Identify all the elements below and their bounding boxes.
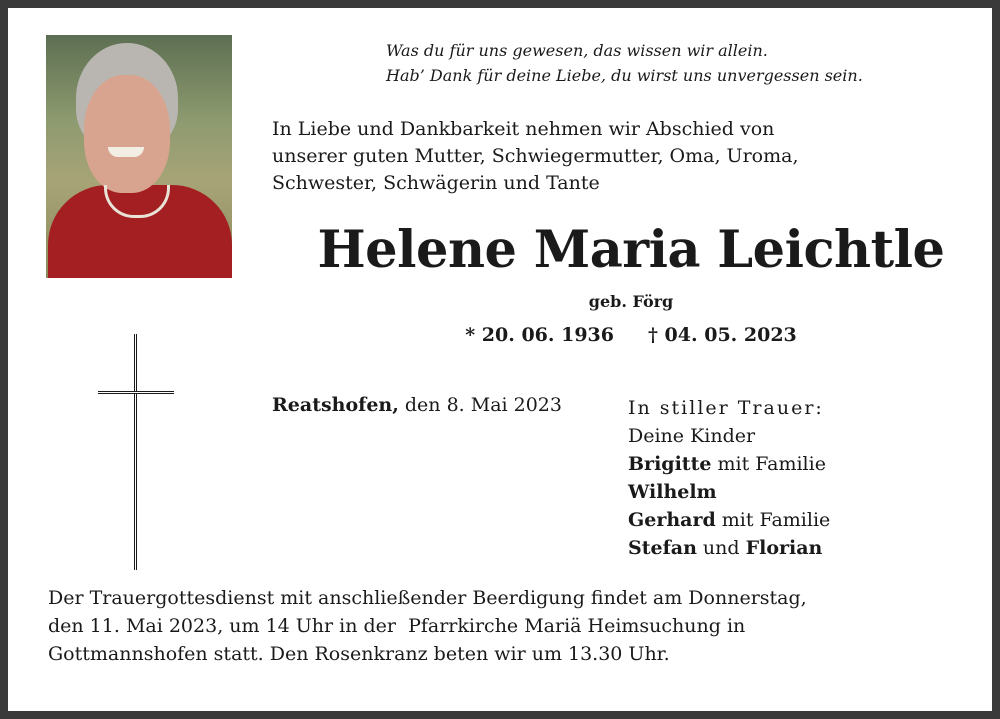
mourner-row [628, 534, 830, 562]
life-dates [270, 324, 992, 346]
mourner-name: Brigitte [628, 453, 712, 475]
maiden-name: geb. Förg [588, 292, 674, 311]
mourner-suffix: mit Familie [715, 509, 831, 531]
mourner-row [628, 450, 830, 478]
mourner-joiner: und [696, 537, 746, 559]
mourner-name: Gerhard [628, 509, 716, 531]
place-and-date [272, 394, 562, 416]
mourners-heading: In stiller Trauer: [628, 397, 824, 419]
birth-date: * 20. 06. 1936 [465, 324, 614, 346]
quote-line-1: Was du für uns gewesen, das wissen wir allein. [386, 41, 768, 60]
intro-line-3: Schwester, Schwägerin und Tante [272, 172, 600, 194]
place-town: Reatshofen, [272, 394, 399, 416]
mourners-list [628, 394, 830, 562]
mourner-row [628, 506, 830, 534]
deceased-name: Helene Maria Leichtle [317, 220, 945, 280]
obituary-card [8, 8, 992, 711]
intro-line-1: In Liebe und Dankbarkeit nehmen wir Abschied von [272, 118, 775, 140]
mourner-name: Florian [745, 537, 823, 559]
mourner-name: Wilhelm [628, 481, 717, 503]
mourner-suffix: mit Familie [711, 453, 826, 475]
service-line-1: Der Trauergottesdienst mit anschließender Beerdigung findet am Donnerstag, [48, 587, 807, 609]
mourner-row [628, 478, 830, 506]
service-info [48, 584, 948, 668]
death-date: † 04. 05. 2023 [648, 324, 797, 346]
mourner-name: Stefan [628, 537, 697, 559]
cross-icon-bar [98, 391, 174, 394]
cross-icon [134, 334, 137, 570]
mourners-line: Deine Kinder [628, 425, 756, 447]
memorial-quote [386, 38, 986, 88]
intro-text [272, 116, 912, 197]
place-date: den 8. Mai 2023 [398, 394, 562, 416]
quote-line-2: Hab’ Dank für deine Liebe, du wirst uns unvergessen sein. [386, 66, 863, 85]
service-line-2: den 11. Mai 2023, um 14 Uhr in der Pfarrkirche Mariä Heimsuchung in [48, 615, 746, 637]
service-line-3: Gottmannshofen statt. Den Rosenkranz beten wir um 13.30 Uhr. [48, 643, 670, 665]
intro-line-2: unserer guten Mutter, Schwiegermutter, Oma, Uroma, [272, 145, 799, 167]
